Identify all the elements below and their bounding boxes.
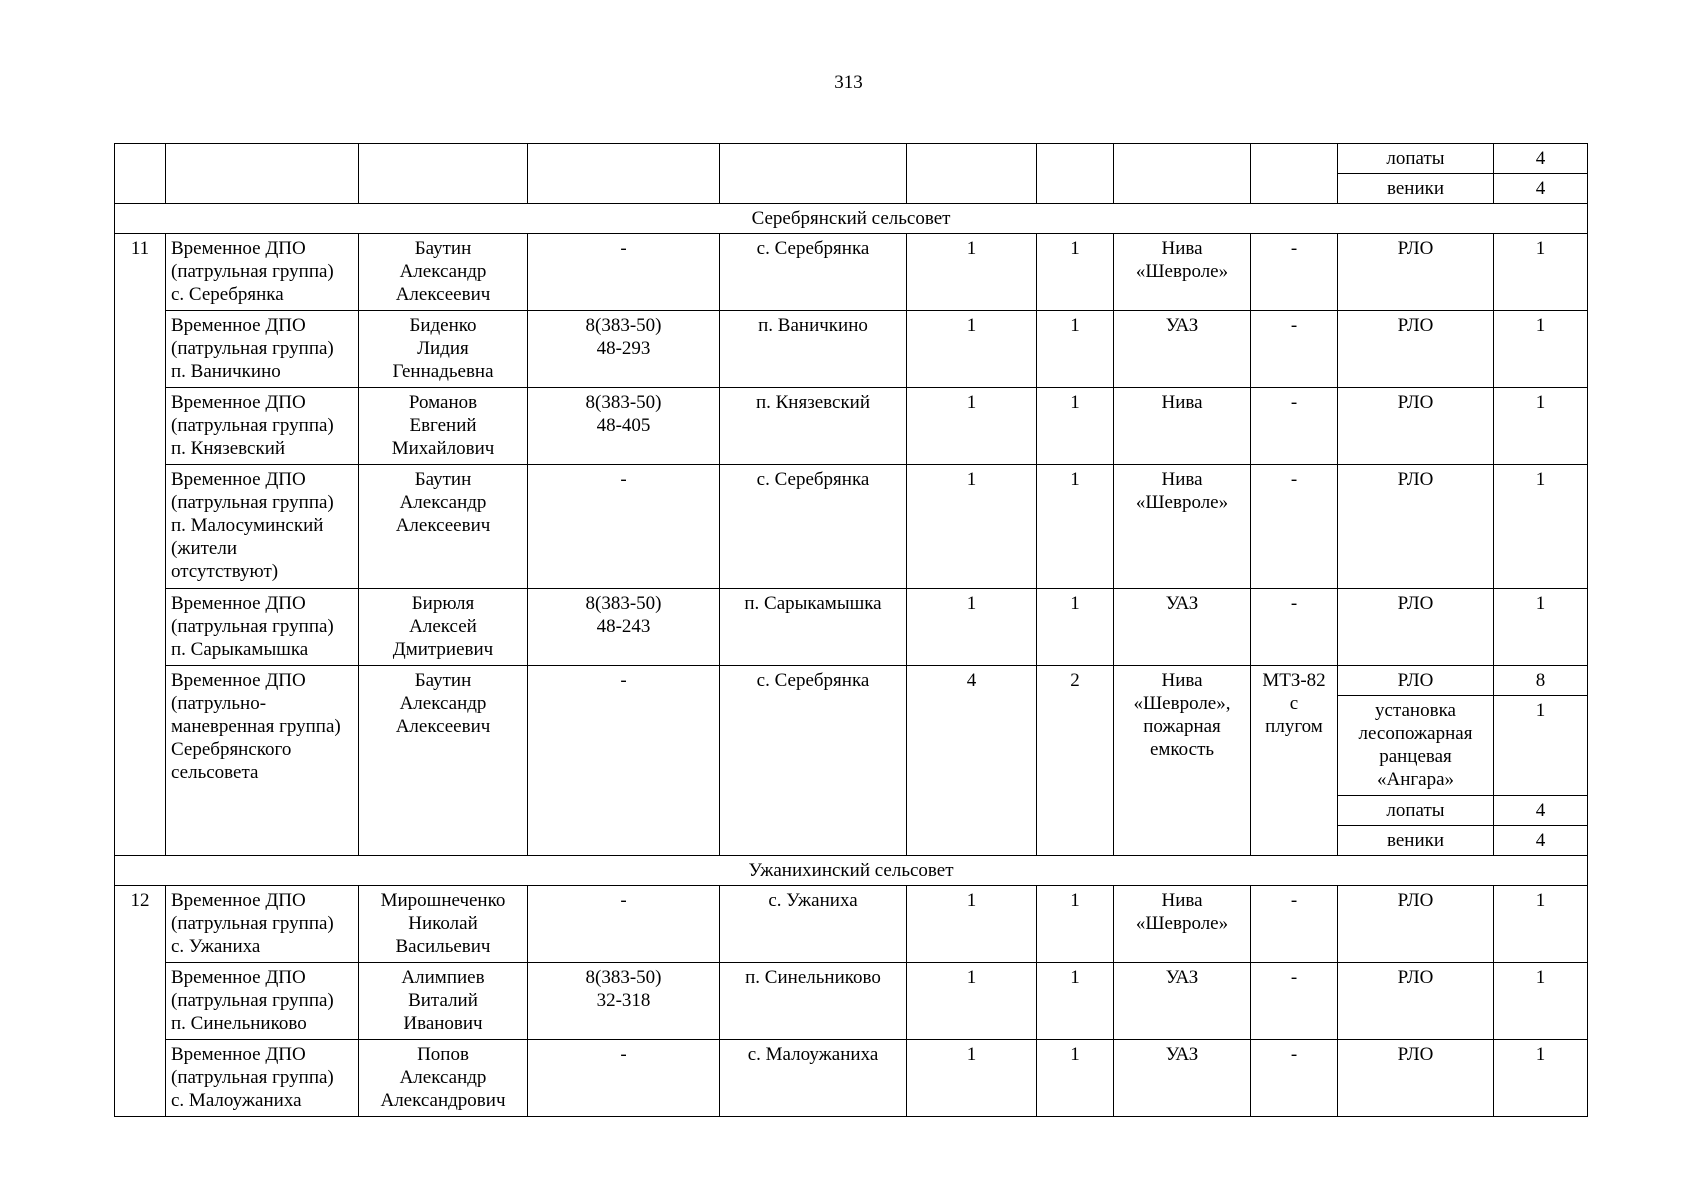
equipment-name: РЛО bbox=[1338, 1040, 1494, 1117]
equipment-name: РЛО bbox=[1338, 465, 1494, 589]
equipment-name: РЛО bbox=[1338, 886, 1494, 963]
equipment-count: 1 bbox=[1494, 465, 1588, 589]
equipment-name: РЛО bbox=[1338, 666, 1494, 696]
tech: МТЗ-82 с плугом bbox=[1251, 666, 1338, 856]
count-a: 1 bbox=[907, 465, 1037, 589]
equipment-count: 1 bbox=[1494, 886, 1588, 963]
tech: - bbox=[1251, 886, 1338, 963]
vehicle: Нива «Шевроле» bbox=[1114, 886, 1251, 963]
location: с. Ужаниха bbox=[720, 886, 907, 963]
location: с. Серебрянка bbox=[720, 666, 907, 856]
equipment-count: 8 bbox=[1494, 666, 1588, 696]
table-row bbox=[115, 963, 1588, 1040]
empty-cell bbox=[528, 144, 720, 204]
unit-name: Временное ДПО (патрульная группа) п. Сарыкамышка bbox=[166, 589, 359, 666]
tech: - bbox=[1251, 1040, 1338, 1117]
table-row bbox=[115, 1040, 1588, 1117]
equipment-count: 1 bbox=[1494, 963, 1588, 1040]
equipment-name: РЛО bbox=[1338, 234, 1494, 311]
count-b: 1 bbox=[1037, 234, 1114, 311]
row-number: 11 bbox=[115, 234, 166, 856]
vehicle: Нива «Шевроле» bbox=[1114, 234, 1251, 311]
unit-name: Временное ДПО (патрульно- маневренная группа) Серебрянского сельсовета bbox=[166, 666, 359, 856]
phone: 8(383-50) 48-293 bbox=[528, 311, 720, 388]
equipment-name: РЛО bbox=[1338, 963, 1494, 1040]
head-name: Алимпиев Виталий Иванович bbox=[359, 963, 528, 1040]
unit-name: Временное ДПО (патрульная группа) с. Ужаниха bbox=[166, 886, 359, 963]
count-a: 1 bbox=[907, 234, 1037, 311]
unit-name: Временное ДПО (патрульная группа) п. Синельниково bbox=[166, 963, 359, 1040]
empty-cell bbox=[166, 144, 359, 204]
phone: 8(383-50) 32-318 bbox=[528, 963, 720, 1040]
vehicle: УАЗ bbox=[1114, 589, 1251, 666]
empty-cell bbox=[1251, 144, 1338, 204]
equipment-name: РЛО bbox=[1338, 311, 1494, 388]
phone: - bbox=[528, 666, 720, 856]
head-name: Биденко Лидия Геннадьевна bbox=[359, 311, 528, 388]
empty-cell bbox=[1037, 144, 1114, 204]
count-b: 1 bbox=[1037, 1040, 1114, 1117]
location: п. Князевский bbox=[720, 388, 907, 465]
count-a: 1 bbox=[907, 1040, 1037, 1117]
vehicle: УАЗ bbox=[1114, 311, 1251, 388]
vehicle: УАЗ bbox=[1114, 1040, 1251, 1117]
count-a: 1 bbox=[907, 589, 1037, 666]
phone: - bbox=[528, 1040, 720, 1117]
empty-cell bbox=[359, 144, 528, 204]
tech: - bbox=[1251, 311, 1338, 388]
equipment-count: 1 bbox=[1494, 234, 1588, 311]
unit-name: Временное ДПО (патрульная группа) п. Князевский bbox=[166, 388, 359, 465]
tech: - bbox=[1251, 465, 1338, 589]
unit-name: Временное ДПО (патрульная группа) с. Малоужаниха bbox=[166, 1040, 359, 1117]
head-name: Баутин Александр Алексеевич bbox=[359, 465, 528, 589]
table-row bbox=[115, 465, 1588, 589]
equipment-name: установка лесопожарная ранцевая «Ангара» bbox=[1338, 696, 1494, 796]
table-row bbox=[115, 311, 1588, 388]
equipment-count: 1 bbox=[1494, 311, 1588, 388]
page-number: 313 bbox=[834, 72, 863, 93]
equipment-count: 1 bbox=[1494, 388, 1588, 465]
tech: - bbox=[1251, 589, 1338, 666]
head-name: Романов Евгений Михайлович bbox=[359, 388, 528, 465]
unit-name: Временное ДПО (патрульная группа) п. Малосуминский (жители отсутствуют) bbox=[166, 465, 359, 589]
table-row bbox=[115, 388, 1588, 465]
count-a: 1 bbox=[907, 886, 1037, 963]
section-title: Ужанихинский сельсовет bbox=[115, 856, 1588, 886]
head-name: Баутин Александр Алексеевич bbox=[359, 234, 528, 311]
equipment-name: РЛО bbox=[1338, 388, 1494, 465]
table-row bbox=[115, 589, 1588, 666]
head-name: Мирошнеченко Николай Васильевич bbox=[359, 886, 528, 963]
count-b: 1 bbox=[1037, 886, 1114, 963]
section-header-row bbox=[115, 204, 1588, 234]
empty-cell bbox=[720, 144, 907, 204]
equipment-count: 4 bbox=[1494, 174, 1588, 204]
phone: 8(383-50) 48-243 bbox=[528, 589, 720, 666]
table-row bbox=[115, 886, 1588, 963]
equipment-count: 4 bbox=[1494, 826, 1588, 856]
equipment-count: 1 bbox=[1494, 589, 1588, 666]
location: п. Сарыкамышка bbox=[720, 589, 907, 666]
vehicle: Нива «Шевроле», пожарная емкость bbox=[1114, 666, 1251, 856]
location: с. Серебрянка bbox=[720, 465, 907, 589]
row-number: 12 bbox=[115, 886, 166, 1117]
count-b: 1 bbox=[1037, 388, 1114, 465]
equipment-name: веники bbox=[1338, 826, 1494, 856]
equipment-count: 1 bbox=[1494, 1040, 1588, 1117]
phone: - bbox=[528, 465, 720, 589]
head-name: Бирюля Алексей Дмитриевич bbox=[359, 589, 528, 666]
vehicle: УАЗ bbox=[1114, 963, 1251, 1040]
count-b: 1 bbox=[1037, 465, 1114, 589]
count-a: 4 bbox=[907, 666, 1037, 856]
count-b: 2 bbox=[1037, 666, 1114, 856]
head-name: Попов Александр Александрович bbox=[359, 1040, 528, 1117]
vehicle: Нива «Шевроле» bbox=[1114, 465, 1251, 589]
table-row bbox=[115, 234, 1588, 311]
location: с. Малоужаниха bbox=[720, 1040, 907, 1117]
equipment-count: 4 bbox=[1494, 796, 1588, 826]
empty-cell bbox=[115, 144, 166, 204]
phone: 8(383-50) 48-405 bbox=[528, 388, 720, 465]
count-a: 1 bbox=[907, 311, 1037, 388]
phone: - bbox=[528, 886, 720, 963]
location: п. Ваничкино bbox=[720, 311, 907, 388]
equipment-name: лопаты bbox=[1338, 144, 1494, 174]
fire-units-table bbox=[114, 143, 1588, 1117]
table-row bbox=[115, 666, 1588, 696]
location: с. Серебрянка bbox=[720, 234, 907, 311]
count-b: 1 bbox=[1037, 589, 1114, 666]
empty-cell bbox=[907, 144, 1037, 204]
tech: - bbox=[1251, 388, 1338, 465]
equipment-count: 4 bbox=[1494, 144, 1588, 174]
phone: - bbox=[528, 234, 720, 311]
equipment-name: веники bbox=[1338, 174, 1494, 204]
unit-name: Временное ДПО (патрульная группа) п. Ваничкино bbox=[166, 311, 359, 388]
tech: - bbox=[1251, 963, 1338, 1040]
equipment-name: лопаты bbox=[1338, 796, 1494, 826]
unit-name: Временное ДПО (патрульная группа) с. Серебрянка bbox=[166, 234, 359, 311]
empty-cell bbox=[1114, 144, 1251, 204]
count-a: 1 bbox=[907, 388, 1037, 465]
equipment-count: 1 bbox=[1494, 696, 1588, 796]
section-title: Серебрянский сельсовет bbox=[115, 204, 1588, 234]
head-name: Баутин Александр Алексеевич bbox=[359, 666, 528, 856]
tech: - bbox=[1251, 234, 1338, 311]
location: п. Синельниково bbox=[720, 963, 907, 1040]
section-header-row bbox=[115, 856, 1588, 886]
equipment-name: РЛО bbox=[1338, 589, 1494, 666]
count-b: 1 bbox=[1037, 963, 1114, 1040]
count-a: 1 bbox=[907, 963, 1037, 1040]
count-b: 1 bbox=[1037, 311, 1114, 388]
table-row bbox=[115, 144, 1588, 174]
vehicle: Нива bbox=[1114, 388, 1251, 465]
